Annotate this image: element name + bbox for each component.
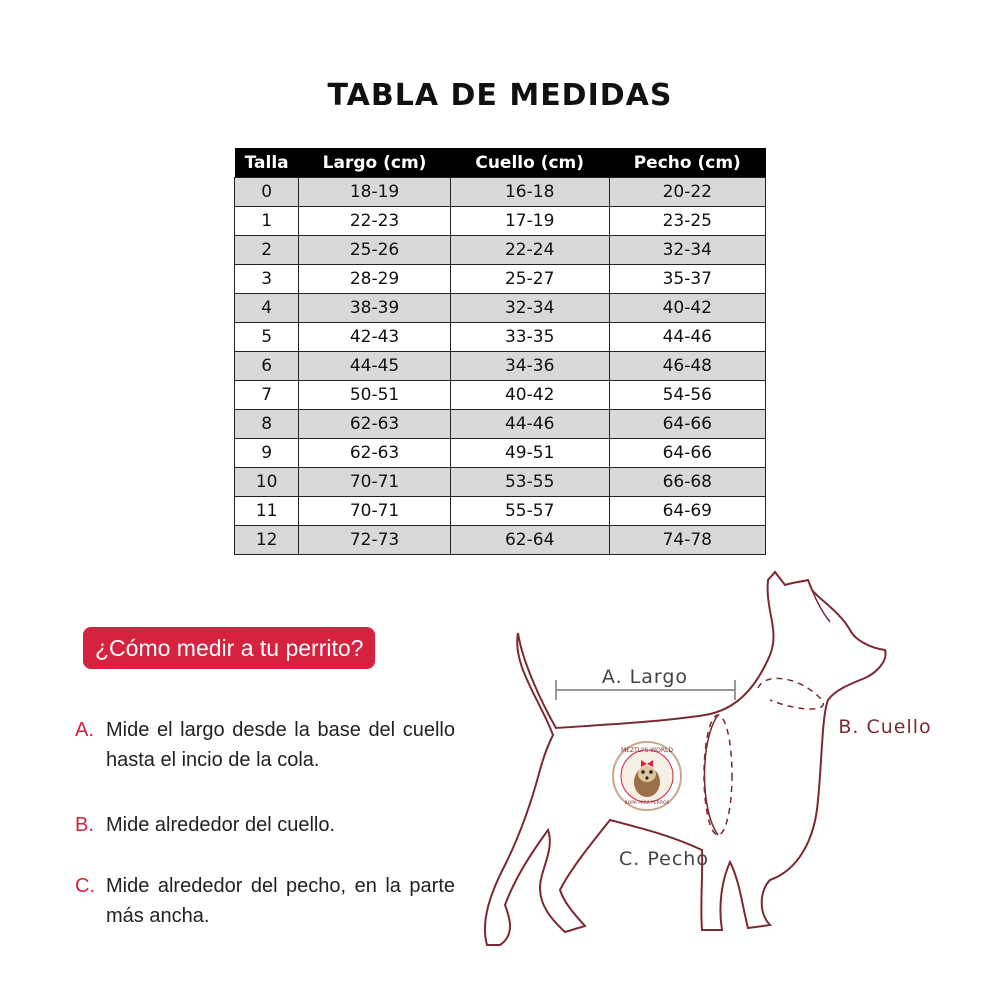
table-cell: 33-35 (450, 323, 609, 352)
table-cell: 64-66 (609, 439, 765, 468)
table-row (235, 497, 766, 526)
table-cell: 12 (235, 526, 299, 555)
table-cell: 8 (235, 410, 299, 439)
size-table (234, 148, 766, 555)
table-row (235, 410, 766, 439)
table-cell: 44-45 (299, 352, 451, 381)
table-cell: 4 (235, 294, 299, 323)
table-cell: 55-57 (450, 497, 609, 526)
table-row (235, 294, 766, 323)
table-cell: 25-26 (299, 236, 451, 265)
table-cell: 23-25 (609, 207, 765, 236)
table-cell: 40-42 (609, 294, 765, 323)
table-cell: 34-36 (450, 352, 609, 381)
table-cell: 5 (235, 323, 299, 352)
how-to-measure-heading: ¿Cómo medir a tu perrito? (83, 627, 375, 669)
table-cell: 0 (235, 178, 299, 207)
table-cell: 10 (235, 468, 299, 497)
table-cell: 32-34 (450, 294, 609, 323)
table-cell: 64-69 (609, 497, 765, 526)
table-cell: 49-51 (450, 439, 609, 468)
table-cell: 62-64 (450, 526, 609, 555)
table-cell: 18-19 (299, 178, 451, 207)
table-row (235, 439, 766, 468)
table-cell: 32-34 (609, 236, 765, 265)
step-a (75, 715, 455, 775)
table-row (235, 265, 766, 294)
table-cell: 17-19 (450, 207, 609, 236)
table-cell: 44-46 (609, 323, 765, 352)
table-cell: 28-29 (299, 265, 451, 294)
table-row (235, 468, 766, 497)
table-cell: 62-63 (299, 439, 451, 468)
table-cell: 44-46 (450, 410, 609, 439)
table-cell: 11 (235, 497, 299, 526)
table-cell: 9 (235, 439, 299, 468)
label-largo: A. Largo (601, 666, 689, 688)
step-text: Mide el largo desde la base del cuello hasta el incio de la cola. (106, 719, 455, 771)
step-c (75, 871, 455, 931)
header-talla: Talla (235, 148, 299, 178)
table-row (235, 352, 766, 381)
table-body (235, 178, 766, 555)
table-row (235, 526, 766, 555)
step-b (75, 810, 455, 840)
table-row (235, 207, 766, 236)
table-row (235, 178, 766, 207)
table-cell: 22-23 (299, 207, 451, 236)
table-cell: 35-37 (609, 265, 765, 294)
logo-text: MEZTLI'S WORLD (620, 747, 674, 754)
table-cell: 7 (235, 381, 299, 410)
table-cell: 53-55 (450, 468, 609, 497)
table-cell: 16-18 (450, 178, 609, 207)
step-text: Mide alrededor del pecho, en la parte más ancha. (106, 875, 455, 927)
table-cell: 70-71 (299, 468, 451, 497)
label-pecho: C. Pecho (619, 848, 709, 870)
table-cell: 70-71 (299, 497, 451, 526)
logo-subtext: ROPA PARA PERROS (624, 801, 670, 806)
table-row (235, 323, 766, 352)
step-letter: B. (75, 814, 94, 836)
table-row (235, 381, 766, 410)
table-cell: 74-78 (609, 526, 765, 555)
table-cell: 72-73 (299, 526, 451, 555)
step-letter: C. (75, 875, 95, 897)
header-pecho: Pecho (cm) (609, 148, 765, 178)
table-cell: 3 (235, 265, 299, 294)
header-cuello: Cuello (cm) (450, 148, 609, 178)
label-cuello: B. Cuello (838, 716, 932, 738)
table-cell: 66-68 (609, 468, 765, 497)
logo-badge (613, 742, 681, 810)
step-letter: A. (75, 719, 94, 741)
table-cell: 20-22 (609, 178, 765, 207)
table-row (235, 236, 766, 265)
table-cell: 54-56 (609, 381, 765, 410)
table-cell: 6 (235, 352, 299, 381)
dog-measurement-diagram (470, 565, 990, 965)
table-cell: 1 (235, 207, 299, 236)
table-cell: 64-66 (609, 410, 765, 439)
table-cell: 42-43 (299, 323, 451, 352)
header-largo: Largo (cm) (299, 148, 451, 178)
step-text: Mide alrededor del cuello. (106, 814, 336, 836)
table-cell: 40-42 (450, 381, 609, 410)
dog-outline (485, 572, 886, 945)
table-cell: 2 (235, 236, 299, 265)
table-cell: 25-27 (450, 265, 609, 294)
table-cell: 22-24 (450, 236, 609, 265)
table-cell: 50-51 (299, 381, 451, 410)
page-title: TABLA DE MEDIDAS (327, 78, 673, 113)
table-cell: 46-48 (609, 352, 765, 381)
table-cell: 62-63 (299, 410, 451, 439)
table-header-row (235, 148, 766, 178)
table-cell: 38-39 (299, 294, 451, 323)
